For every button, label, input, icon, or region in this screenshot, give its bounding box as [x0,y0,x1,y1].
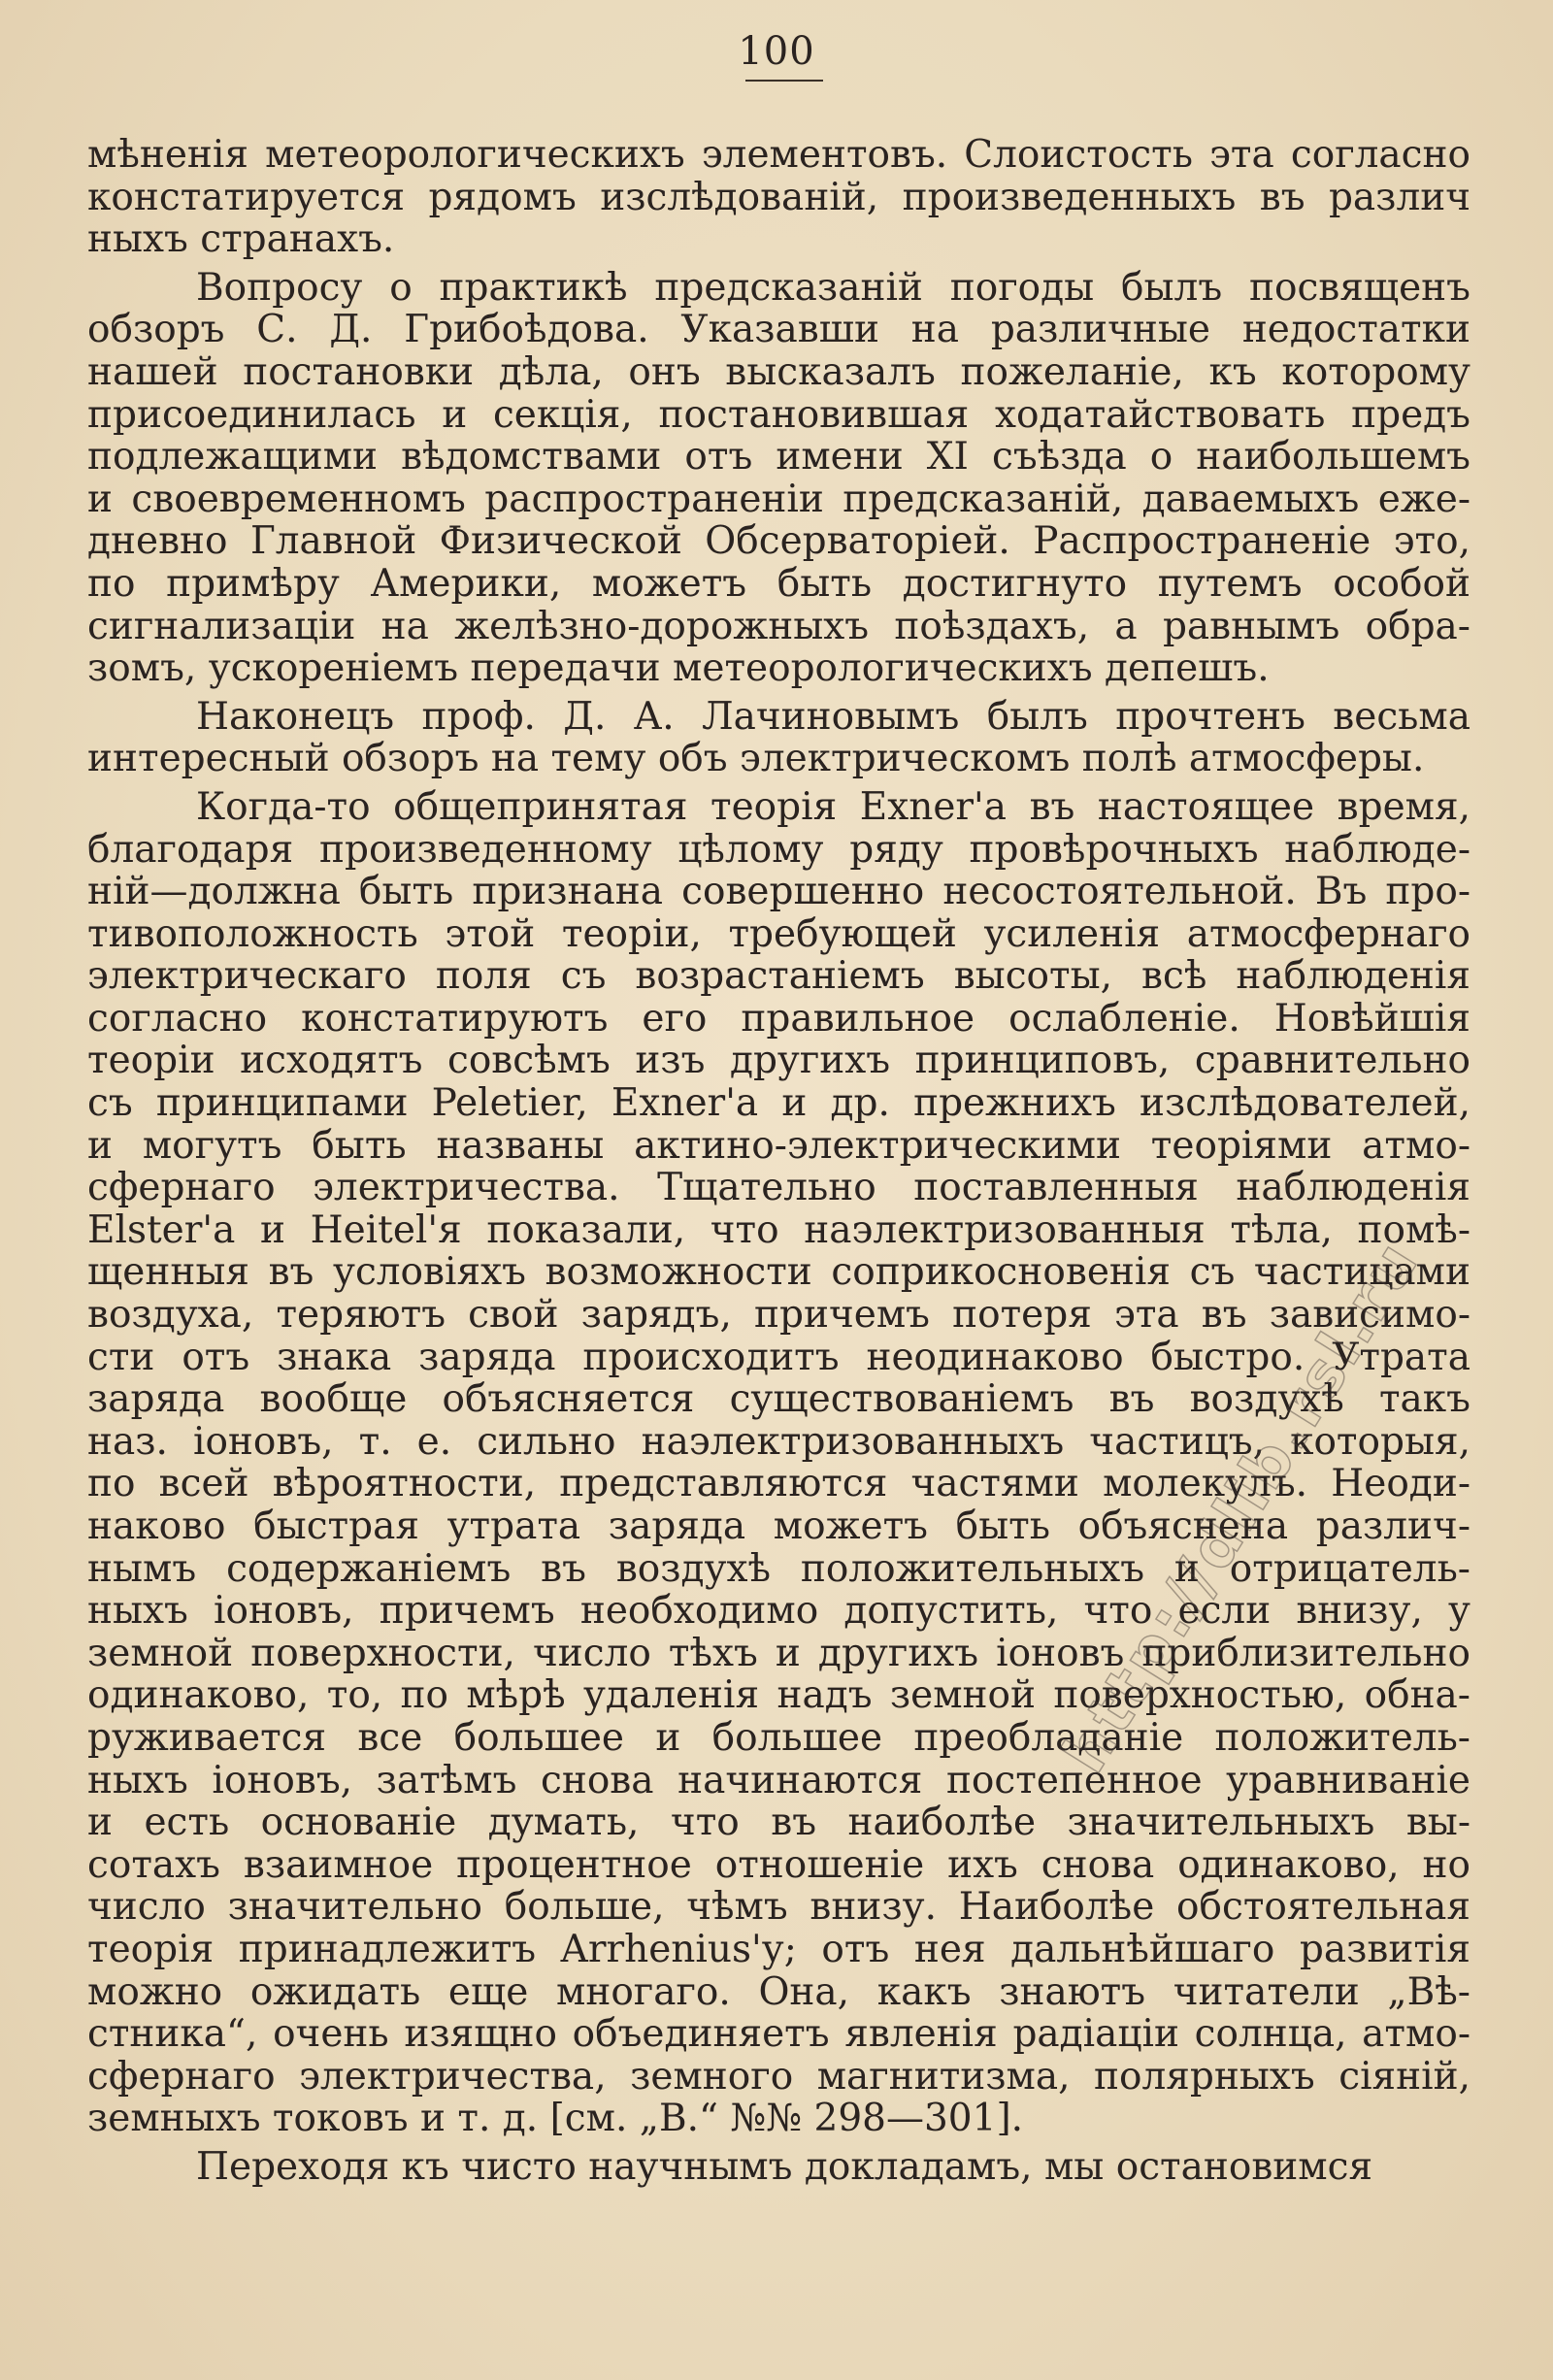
text-line: теоріи исходятъ совсѣмъ изъ другихъ принциповъ, сравнительно [87,1039,1470,1083]
text-line: сфернаго электричества. Тщательно поставленныя наблюденія [87,1166,1470,1210]
paragraph [87,134,1470,261]
text-line: нашей постановки дѣла, онъ высказалъ пожеланіе, къ которому [87,349,1470,394]
text-line: электрическаго поля съ возрастаніемъ высоты, всѣ наблюденія [87,954,1470,999]
text-line: подлежащими вѣдомствами отъ имени XI съѣзда о наибольшемъ [87,435,1470,479]
text-line: наз. іоновъ, т. е. сильно наэлектризованныхъ частицъ, которыя, [87,1419,1470,1464]
text-line: стника“, очень изящно объединяетъ явленія радіаціи солнца, атмо- [87,2012,1470,2057]
text-line: можно ожидать еще многаго. Она, какъ знаютъ читатели „Вѣ- [87,1969,1470,2014]
text-line: дневно Главной Физической Обсерваторіей. Распространеніе это, [87,519,1470,564]
text-line: сотахъ взаимное процентное отношеніе ихъ снова одинаково, но [87,1842,1470,1887]
text-line: заряда вообще объясняется существованіемъ въ воздухѣ такъ [87,1377,1470,1422]
text-line: и есть основаніе думать, что въ наиболѣе значительныхъ вы- [87,1801,1470,1845]
body-text [87,134,1470,2195]
text-line: сти отъ знака заряда происходитъ неодинаково быстро. Утрата [87,1335,1470,1379]
text-line: обзоръ С. Д. Грибоѣдова. Указавши на различные недостатки [87,308,1470,352]
text-line: и своевременномъ распространеніи предсказаній, даваемыхъ еже- [87,477,1470,521]
text-line: Когда-то общепринятая теорія Exner'а въ настоящее время, [196,784,1470,829]
text-line: по примѣру Америки, можетъ быть достигнуто путемъ особой [87,561,1470,606]
text-line: земной поверхности, число тѣхъ и другихъ іоновъ приблизительно [87,1631,1470,1675]
text-line: земныхъ токовъ и т. д. [см. „В.“ №№ 298—301]. [87,2097,1024,2141]
text-line: ныхъ странахъ. [87,217,395,262]
page-number-underline [745,80,823,82]
text-line: нымъ содержаніемъ въ воздухѣ положительныхъ и отрицатель- [87,1546,1470,1591]
text-line: Вопросу о практикѣ предсказаній погоды былъ посвященъ [196,265,1470,310]
text-line: мѣненія метеорологическихъ элементовъ. Слоистость эта согласно [87,133,1470,177]
text-line: интересный обзоръ на тему объ электрическомъ полѣ атмосферы. [87,737,1425,781]
text-line: благодаря произведенному цѣлому ряду провѣрочныхъ наблюде- [87,827,1470,872]
text-line: присоединилась и секція, постановившая ходатайствовать предъ [87,392,1470,437]
paragraph [87,267,1470,690]
page-number: 100 [738,29,815,74]
text-line: тивоположность этой теоріи, требующей усиленія атмосфернаго [87,911,1470,956]
text-line: ныхъ іоновъ, затѣмъ снова начинаются постепенное уравниваніе [87,1758,1470,1802]
text-line: одинаково, то, по мѣрѣ удаленія надъ земной поверхностью, обна- [87,1673,1470,1718]
text-line: воздуха, теряютъ свой зарядъ, причемъ потеря эта въ зависимо- [87,1293,1470,1338]
paragraph [87,2146,1470,2189]
text-line: руживается все большее и большее преобладаніе положитель- [87,1715,1470,1760]
text-line: зомъ, ускореніемъ передачи метеорологическихъ депешъ. [87,646,1270,691]
text-line: по всей вѣроятности, представляются частями молекулъ. Неоди- [87,1462,1470,1506]
text-line: сфернаго электричества, земного магнитизма, полярныхъ сіяній, [87,2054,1470,2099]
library-watermark: http://dlib.rsl.ru [1048,1227,1434,1785]
text-line: ній—должна быть признана совершенно несостоятельной. Въ про- [87,870,1470,914]
text-line: констатируется рядомъ изслѣдованій, произведенныхъ въ различ [87,175,1470,219]
text-line: наково быстрая утрата заряда можетъ быть объяснена различ- [87,1504,1470,1548]
text-line: сигнализаціи на желѣзно-дорожныхъ поѣздахъ, а равнымъ обра- [87,604,1470,648]
text-line: число значительно больше, чѣмъ внизу. Наиболѣе обстоятельная [87,1885,1470,1930]
text-line: теорія принадлежитъ Arrhenius'у; отъ нея дальнѣйшаго развитія [87,1927,1470,1971]
paragraph [87,696,1470,780]
text-line: съ принципами Peletier, Exner'а и др. прежнихъ изслѣдователей, [87,1081,1470,1126]
text-line: Наконецъ проф. Д. А. Лачиновымъ былъ прочтенъ весьма [196,694,1470,739]
text-line: Elster'а и Heitel'я показали, что наэлектризованныя тѣла, помѣ- [87,1207,1470,1252]
text-line: Переходя къ чисто научнымъ докладамъ, мы остановимся [196,2144,1373,2189]
text-line: и могутъ быть названы актино-электрическими теоріями атмо- [87,1123,1470,1168]
text-line: ныхъ іоновъ, причемъ необходимо допустить, что если внизу, у [87,1589,1470,1634]
text-line: согласно констатируютъ его правильное ослабленіе. Новѣйшія [87,996,1470,1041]
text-line: щенныя въ условіяхъ возможности соприкосновенія съ частицами [87,1250,1470,1295]
